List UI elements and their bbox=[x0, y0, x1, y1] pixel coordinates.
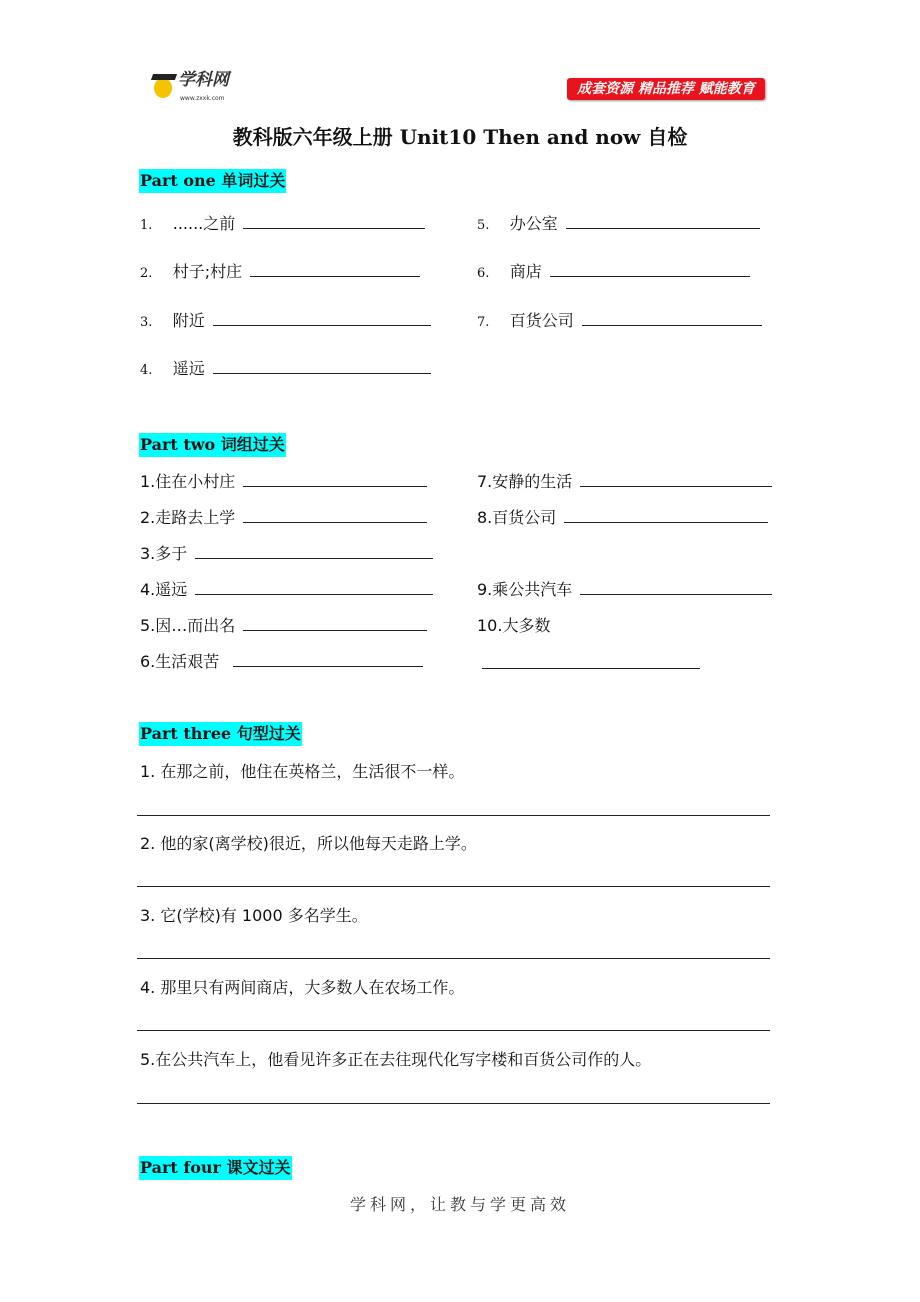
answer-line bbox=[137, 815, 770, 816]
mascot-icon bbox=[154, 78, 172, 98]
phrase-item: 7.安静的生活 bbox=[477, 471, 772, 493]
sentence-item: 3. 它(学校)有 1000 多名学生。 bbox=[140, 906, 368, 925]
word-item: 7. 百货公司 bbox=[477, 310, 762, 334]
part-four-heading: Part four 课文过关 bbox=[139, 1156, 292, 1180]
phrase-item: 8.百货公司 bbox=[477, 507, 768, 529]
sentence-item: 4. 那里只有两间商店，大多数人在农场工作。 bbox=[140, 978, 465, 997]
part-one-heading: Part one 单词过关 bbox=[139, 169, 286, 193]
word-item: 1. ......之前 bbox=[140, 213, 425, 237]
word-item: 6. 商店 bbox=[477, 261, 750, 285]
part-two-heading: Part two 词组过关 bbox=[139, 433, 286, 457]
page-footer: 学科网，让教与学更高效 bbox=[349, 1195, 570, 1214]
logo-url: www.zxxk.com bbox=[180, 95, 225, 102]
answer-line bbox=[137, 1030, 770, 1031]
part-three-heading: Part three 句型过关 bbox=[139, 722, 302, 746]
logo-name: 学科网 bbox=[178, 70, 229, 90]
phrase-item: 4.遥远 bbox=[140, 579, 433, 601]
answer-line bbox=[482, 668, 700, 669]
phrase-item: 3.多于 bbox=[140, 543, 433, 565]
sentence-item: 1. 在那之前，他住在英格兰，生活很不一样。 bbox=[140, 762, 465, 781]
phrase-item: 9.乘公共汽车 bbox=[477, 579, 772, 601]
graduation-cap-icon bbox=[151, 74, 177, 80]
phrase-item: 1.住在小村庄 bbox=[140, 471, 427, 493]
answer-line bbox=[137, 958, 770, 959]
word-item: 5. 办公室 bbox=[477, 213, 760, 237]
answer-line bbox=[137, 1103, 770, 1104]
word-item: 2. 村子;村庄 bbox=[140, 261, 420, 285]
phrase-item: 6.生活艰苦 bbox=[140, 651, 423, 673]
promo-banner: 成套资源 精品推荐 赋能教育 bbox=[567, 78, 765, 100]
xuekewang-logo bbox=[150, 70, 240, 106]
phrase-item: 5.因…而出名 bbox=[140, 615, 427, 637]
word-item: 3. 附近 bbox=[140, 310, 431, 334]
word-item: 4. 遥远 bbox=[140, 358, 431, 382]
answer-line bbox=[137, 886, 770, 887]
sentence-item: 2. 他的家(离学校)很近，所以他每天走路上学。 bbox=[140, 834, 477, 853]
sentence-item: 5.在公共汽车上，他看见许多正在去往现代化写字楼和百货公司作的人。 bbox=[140, 1050, 652, 1069]
phrase-item: 2.走路去上学 bbox=[140, 507, 427, 529]
document-title: 教科版六年级上册 Unit10 Then and now 自检 bbox=[232, 125, 688, 149]
phrase-item: 10.大多数 bbox=[477, 616, 551, 635]
